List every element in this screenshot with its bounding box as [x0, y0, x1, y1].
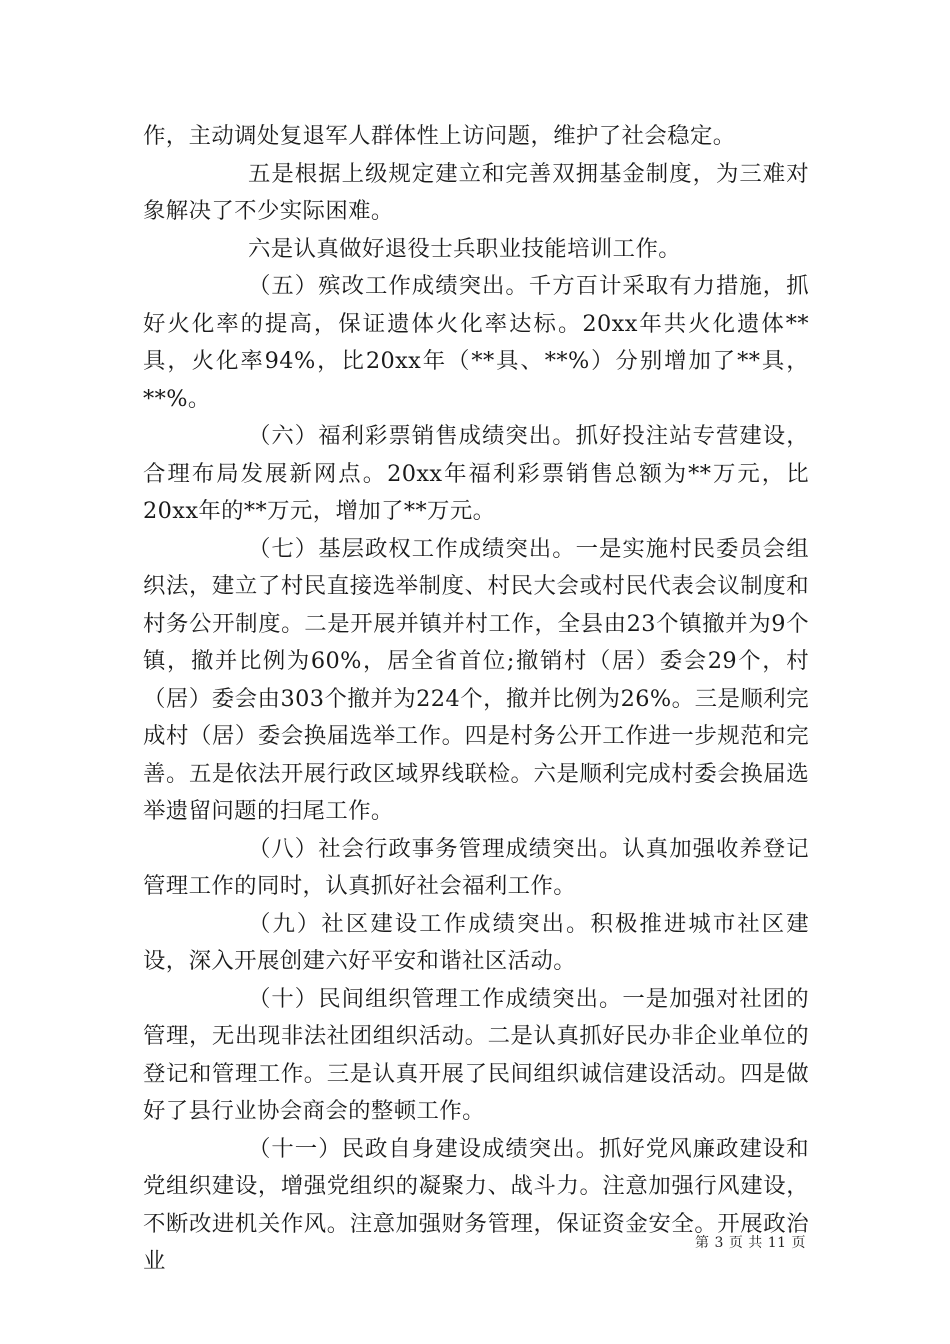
paragraph-self-building: （十一）民政自身建设成绩突出。抓好党风廉政建设和党组织建设，增强党组织的凝聚力、战斗力。注意加强行风建设，不断改进机关作风。注意加强财务管理，保证资金安全。开展政治业 [143, 1135, 809, 1274]
paragraph-funeral-reform: （五）殡改工作成绩突出。千方百计采取有力措施，抓好火化率的提高，保证遗体火化率达标。20xx年共火化遗体**具，火化率94%，比20xx年（**具、**%）分别增加了**具，**%。 [143, 273, 809, 412]
paragraph-item-six: 六是认真做好退役士兵职业技能培训工作。 [248, 235, 682, 262]
paragraph-civil-organizations: （十）民间组织管理工作成绩突出。一是加强对社团的管理，无出现非法社团组织活动。二是认真抓好民办非企业单位的登记和管理工作。三是认真开展了民间组织诚信建设活动。四是做好了县行业协会商会的整顿工作。 [143, 985, 809, 1124]
paragraph-item-five: 五是根据上级规定建立和完善双拥基金制度，为三难对象解决了不少实际困难。 [143, 160, 809, 224]
paragraph-continuation: 作，主动调处复退军人群体性上访问题，维护了社会稳定。 [143, 123, 736, 149]
paragraph-community-building: （九）社区建设工作成绩突出。积极推进城市社区建设，深入开展创建六好平安和谐社区活动。 [143, 910, 809, 974]
document-body [143, 118, 809, 1281]
paragraph-grassroots-government: （七）基层政权工作成绩突出。一是实施村民委员会组织法，建立了村民直接选举制度、村民大会或村民代表会议制度和村务公开制度。二是开展并镇并村工作，全县由23个镇撤并为9个镇，撤并比例为60%，居全省首位;撤销村（居）委会29个，村（居）委会由303个撤并为224个，撤并比例为26%。三是顺利完成村（居）委会换届选举工作。四是村务公开工作进一步规范和完善。五是依法开展行政区域界线联检。六是顺利完成村委会换届选举遗留问题的扫尾工作。 [143, 535, 809, 824]
paragraph-social-affairs: （八）社会行政事务管理成绩突出。认真加强收养登记管理工作的同时，认真抓好社会福利工作。 [143, 835, 809, 899]
paragraph-welfare-lottery: （六）福利彩票销售成绩突出。抓好投注站专营建设，合理布局发展新网点。20xx年福利彩票销售总额为**万元，比20xx年的**万元，增加了**万元。 [143, 423, 809, 524]
page-number-footer: 第 3 页 共 11 页 [695, 1235, 806, 1251]
